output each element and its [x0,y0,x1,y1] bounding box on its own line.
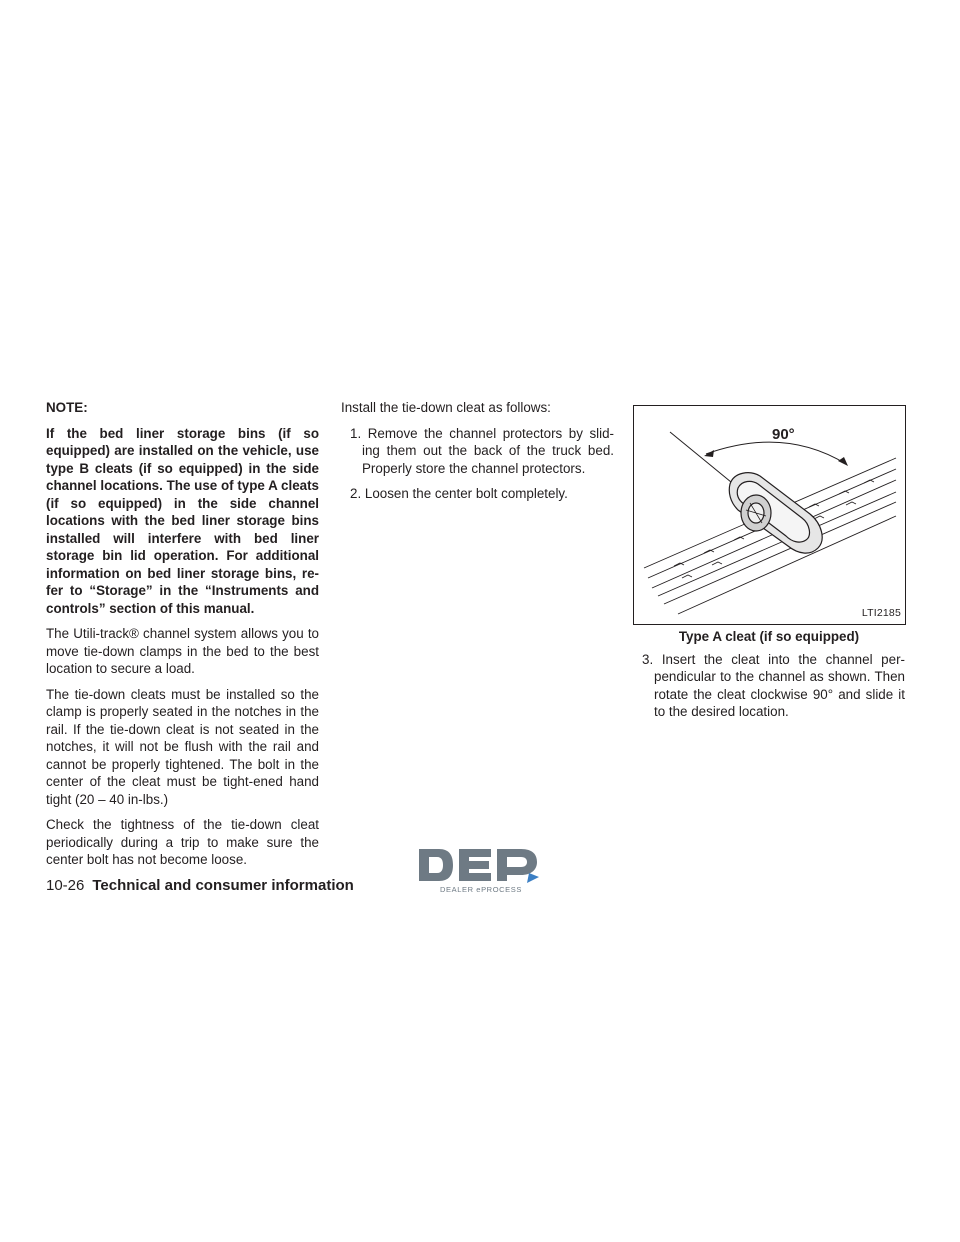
cleat-drawing [634,406,905,624]
install-intro: Install the tie-down cleat as follows: [341,400,551,415]
step-text: Remove the channel protectors by slid-ing them out the back of the truck bed. Properly store the channel protectors. [362,425,614,476]
step-number: 2. [350,486,362,501]
left-column [46,399,319,877]
install-step-3 [633,651,905,721]
figure-code: LTI2185 [861,606,901,619]
paragraph-utili-track: The Utili-track® channel system allows you to move tie-down clamps in the bed to the best location to secure a load. [46,626,319,676]
step-number: 3. [642,651,654,667]
note-heading: NOTE: [46,400,88,415]
logo-tagline: DEALER ePROCESS [440,885,522,894]
figure-caption: Type A cleat (if so equipped) [678,629,860,644]
page-footer [46,877,354,895]
cleat-illustration [633,405,906,625]
step-text: Loosen the center bolt completely. [361,486,568,501]
middle-column [341,399,614,511]
dealer-eprocess-logo [417,845,545,895]
page-number: 10-26 [46,877,85,894]
install-step-1 [341,425,614,478]
install-step-2 [341,485,614,503]
step-text: Insert the cleat into the channel per-pendicular to the channel as shown. Then rotate the cleat clockwise 90° and slide it to the desired location. [654,651,905,719]
right-column [633,405,905,729]
note-body: If the bed liner storage bins (if so equipped) are installed on the vehicle, use type B cleats (if so equipped) in the side channel locations. The use of type A cleats (if so equipped) in the side channel locations with the bed liner storage bins installed will interfere with bed liner storage bin lid operation. For additional information on bed liner storage bins, re-fer to “Storage” in the “Instruments and controls” section of this manual. [46,425,319,616]
paragraph-installation: The tie-down cleats must be installed so the clamp is properly seated in the notches in the rail. If the tie-down cleat is not seated in the notches, it will not be flush with the rail and cannot be properly tightened. The bolt in the center of the cleat must be tight-ened hand tight (20 – 40 in-lbs.) [46,686,319,807]
section-title: Technical and consumer information [92,877,354,894]
paragraph-tightness: Check the tightness of the tie-down cleat periodically during a trip to make sure the center bolt has not become loose. [46,817,319,867]
step-number: 1. [350,425,362,441]
angle-label: 90° [772,426,795,443]
